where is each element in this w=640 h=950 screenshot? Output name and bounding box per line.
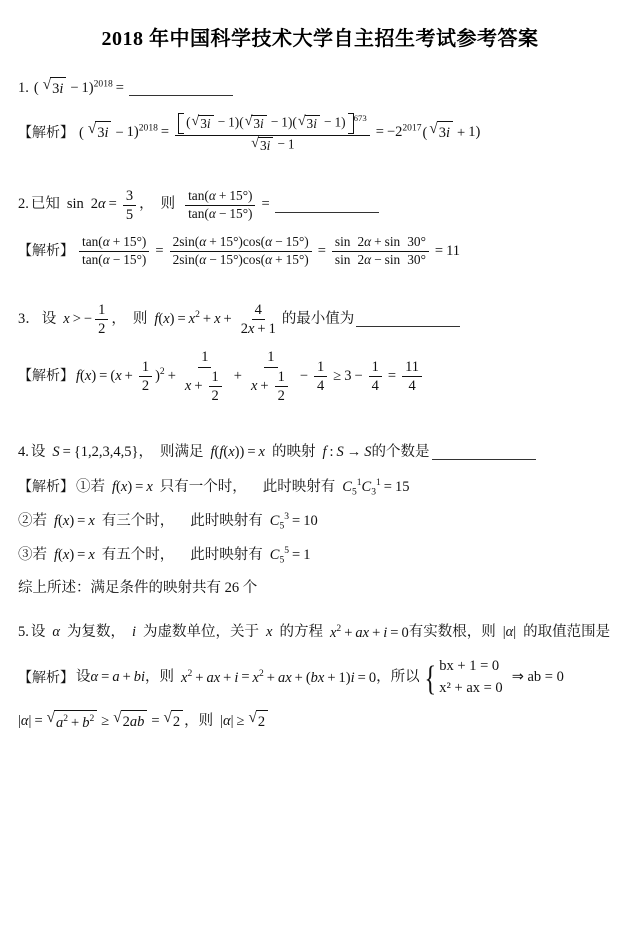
- problem-4-condition-label: 设: [30, 444, 46, 461]
- problem-2: [18, 188, 614, 268]
- problem-3: [18, 302, 614, 404]
- problem-3-condition-label: 设: [41, 310, 57, 327]
- problem-5-cases: { bx + 1 = 0 x² + ax = 0: [422, 656, 503, 700]
- solution-tag-1: 【解析】: [18, 125, 74, 141]
- problem-1-question: 1. ( √ 3i − 1)$^{2018}$ =: [18, 77, 614, 101]
- problem-4-value-1: 15: [394, 479, 410, 496]
- solution-tag-2: 【解析】: [18, 244, 74, 260]
- problem-5-question: 5. 设 α 为复数， i 为虚数单位，关于 x 的方程 $x^2$ + ax + i = 0 有实数根，则 |α| 的取值范围是: [18, 622, 614, 645]
- problem-3-answer-denominator: 4: [408, 378, 416, 395]
- problem-5-final-line: |α| = √ $a^2 + b^2$ ≥ √ 2ab = √ 2 ，则 |α| ≥ √ 2: [18, 710, 614, 735]
- problem-4-then-label: 则满足: [159, 444, 204, 461]
- problem-5-case-1: bx + 1 = 0: [439, 658, 500, 675]
- problem-3-answer-numerator: 11: [402, 359, 422, 377]
- problem-4: [18, 442, 614, 600]
- sin-value-numerator: 3: [123, 188, 136, 206]
- problem-2-then-label: 则: [160, 196, 176, 213]
- solution-tag-3: 【解析】: [18, 369, 74, 385]
- answer-blank-3[interactable]: [356, 312, 460, 327]
- problem-2-answer: 11: [446, 242, 461, 259]
- problem-4-tail-label: 的个数是: [371, 444, 430, 461]
- problem-3-solution: 【解析】 f(x) = (x + $\frac{1}{2}$ )$^2$ + 1 x + $\frac{1}{2}$ + 1 x + $\frac{1}{2}$ − $\frac{1}{4}$ ≥ 3 − $\frac{1}{4}$ = $\frac{11}{4}$: [18, 349, 614, 404]
- problem-4-set: {1,2,3,4,5}: [73, 444, 139, 461]
- problem-4-value-2: 10: [303, 513, 318, 530]
- problem-5-number: 5.: [18, 624, 29, 641]
- problem-5: [18, 622, 614, 735]
- problem-5-case-2: x² + ax = 0: [439, 680, 503, 697]
- problem-4-solution-item-3: ③若 f(x) = x 有五个时， 此时映射有 $C_5^5$ = 1: [18, 545, 311, 566]
- problem-2-solution: 【解析】 $\frac{\tan(\alpha + 15^\circ)}{\tan(\alpha - 15^\circ)}$ = $\frac{2\sin(\alpha + 15^\circ)\cos(\alpha - 15^\circ)}{2\sin(\alpha - 15^\circ)\cos(\alpha + 15^\circ)}$ = $\frac{\sin 2\alpha + \sin 30^\circ}{\sin 2\alpha - \sin 30^\circ}$ = 11: [18, 234, 461, 268]
- problem-2-number: 2.: [18, 196, 29, 213]
- solution-tag-5: 【解析】: [18, 670, 74, 686]
- problem-4-solution-item-1: 【解析】 ①若 f(x) = x 只有一个时， 此时映射有 $C_5^1C_3^1$ = 15: [18, 476, 410, 498]
- problem-4-number: 4.: [18, 444, 29, 461]
- problem-4-question: 4. 设 S = {1,2,3,4,5} ， 则满足 f(f(x)) = x 的映射 f : S → S 的个数是: [18, 442, 614, 464]
- answer-blank-4[interactable]: [432, 446, 536, 461]
- problem-2-known-label: 已知: [30, 196, 60, 213]
- problem-1: [18, 77, 614, 154]
- problem-2-question: 2. 已知 sin 2α = $\frac{3}{5}$ ， 则 $\frac{\tan(\alpha + 15^\circ)}{\tan(\alpha - 15^\circ)}$ =: [18, 188, 614, 223]
- problem-4-solution-item-2: ②若 f(x) = x 有三个时， 此时映射有 $C_5^3$ = 10: [18, 510, 318, 532]
- problem-5-solution: 【解析】 设 α = a + bi ，则 $x^2$ + ax + i = $x^2$ + ax + (bx + 1)i = 0 ，所以 { bx + 1 = 0 x² + ax = 0 ⇒ ab = 0: [18, 656, 614, 700]
- problem-3-then-label: 则: [132, 310, 148, 327]
- solution-tag-4: 【解析】: [18, 480, 74, 496]
- problem-4-value-3: 1: [303, 547, 311, 564]
- answer-blank-2[interactable]: [275, 198, 379, 213]
- problem-3-question: 3． 设 x > − $\frac{1}{2}$ ， 则 f(x) = $x^2 + x$ + $\frac{4}{2x + 1}$ 的最小值为: [18, 302, 614, 337]
- answer-blank-1[interactable]: [129, 81, 233, 96]
- problem-5-implication: ⇒ ab = 0: [511, 669, 564, 686]
- problem-3-number: 3．: [18, 310, 40, 327]
- document-page: [0, 22, 640, 950]
- page-title: 2018 年中国科学技术大学自主招生考试参考答案: [101, 28, 539, 50]
- problem-1-expression: ( √ 3i − 1)$^{2018}$: [31, 77, 113, 101]
- problem-1-solution: 【解析】 ( √ 3i − 1)$^{2018}$ = ( √ 3i − 1)( √ 3i − 1)( √ 3i − 1) $^{673}$ √ 3i − 1 = $-2^{2017}$( √ 3i + 1): [18, 112, 481, 153]
- problem-1-number: 1.: [18, 80, 29, 96]
- problem-4-conclusion: 综上所述：满足条件的映射共有 26 个: [18, 580, 258, 597]
- problem-3-tail-label: 的最小值为: [281, 310, 355, 327]
- sin-value-denominator: 5: [125, 206, 134, 223]
- document-body: [0, 77, 640, 734]
